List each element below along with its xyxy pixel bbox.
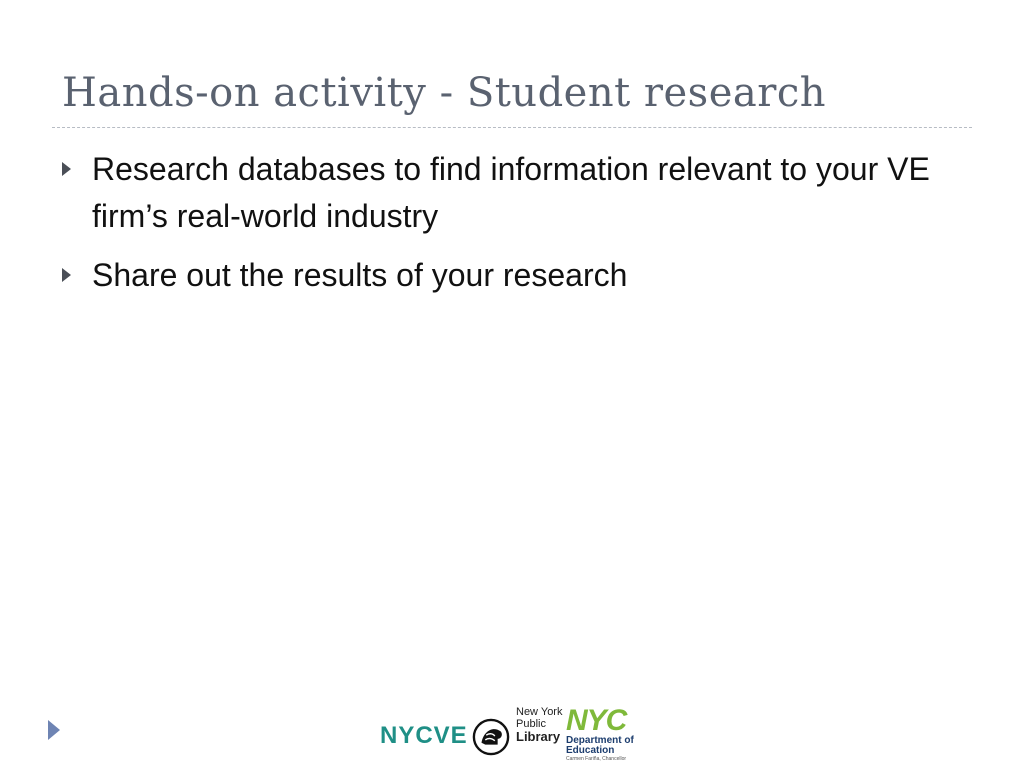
nypl-logo: New York Public Library xyxy=(516,706,563,744)
title-divider xyxy=(52,127,972,128)
next-slide-arrow-icon[interactable] xyxy=(48,720,60,740)
bullet-list xyxy=(62,146,962,311)
nypl-lion-icon xyxy=(472,718,510,756)
footer-logos xyxy=(380,704,660,762)
nyc-logo: NYC xyxy=(566,704,627,737)
bullet-item xyxy=(62,146,962,240)
triangle-bullet-icon xyxy=(62,162,71,176)
slide-title: Hands-on activity - Student research xyxy=(62,70,827,116)
triangle-bullet-icon xyxy=(62,268,71,282)
nycve-logo: NYCVE xyxy=(380,722,468,749)
bullet-item xyxy=(62,252,962,299)
doe-logo: Department of Education Carmen Fariña, Chancellor xyxy=(566,735,634,762)
bullet-text: Share out the results of your research xyxy=(92,257,628,293)
bullet-text: Research databases to find information relevant to your VE firm’s real-world industry xyxy=(92,151,930,234)
